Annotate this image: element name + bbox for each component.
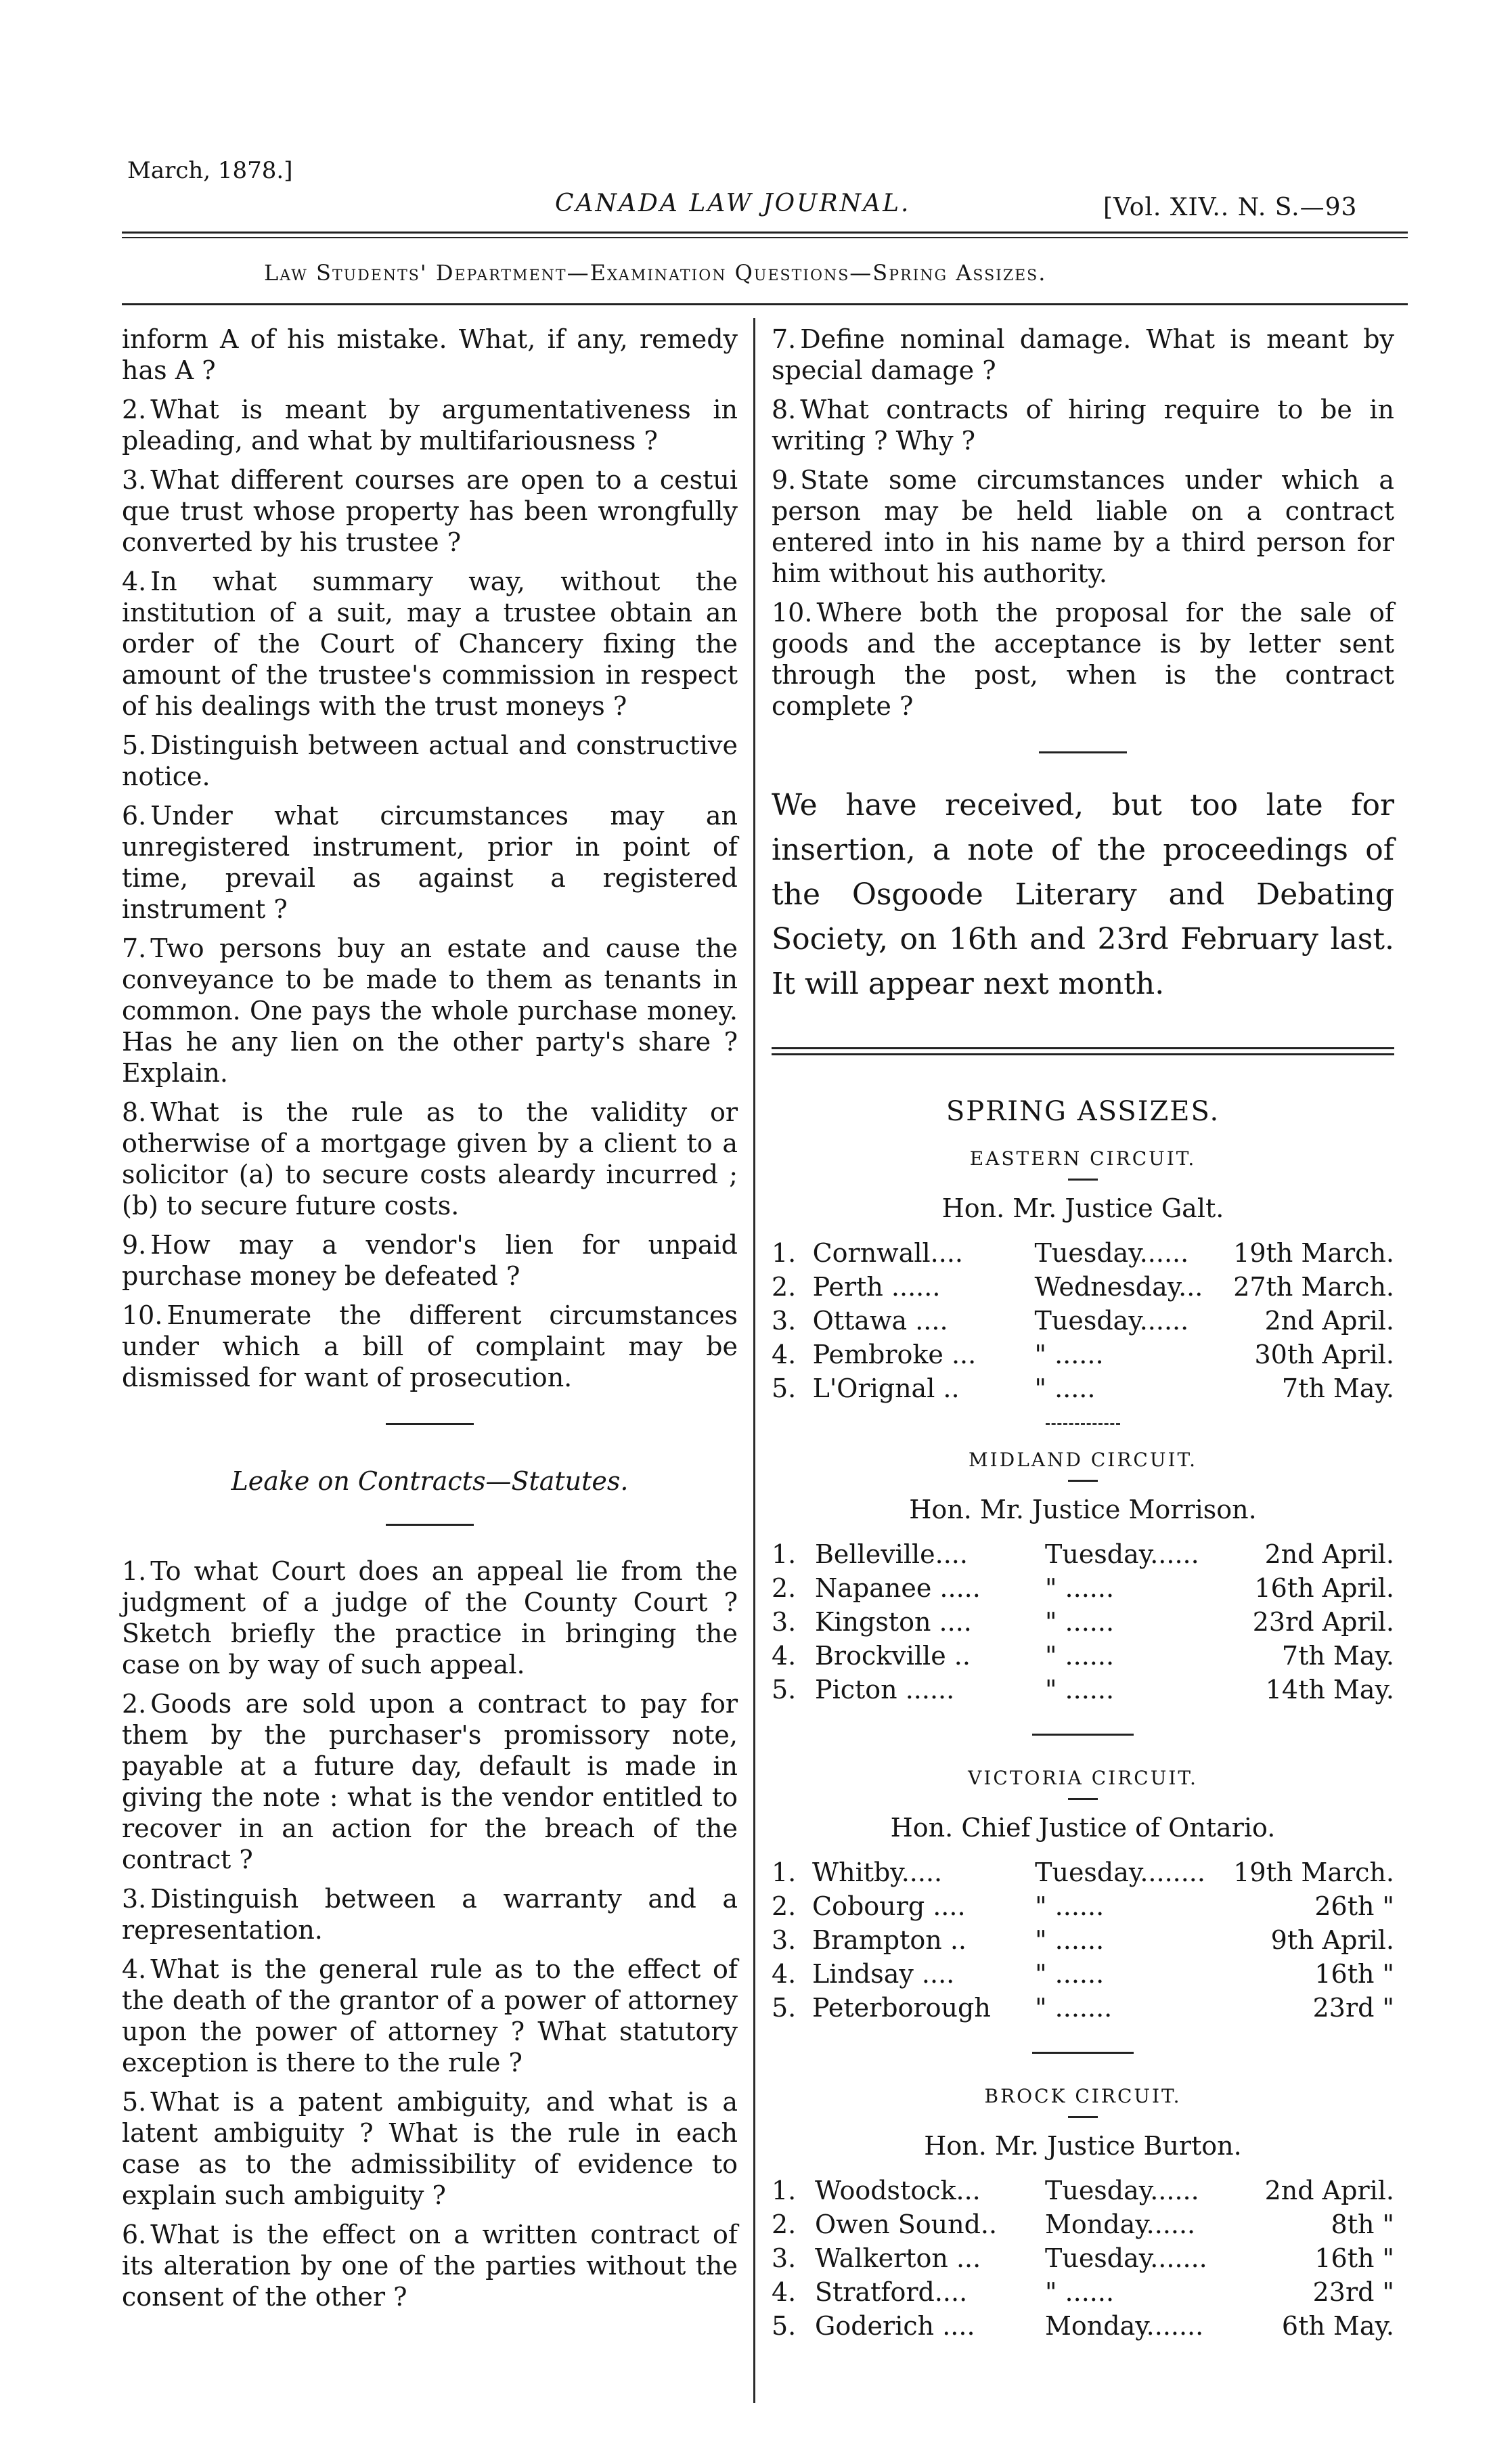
circuit-rule xyxy=(1068,2116,1098,2118)
schedule-town: Belleville.... xyxy=(815,1539,968,1569)
header-subtitle: Law Students' Department—Examination Questions—Spring Assizes. xyxy=(264,260,1047,286)
schedule-date: 26th " xyxy=(1314,1891,1394,1921)
question-text: Under what circumstances may an unregistered instrument, prior in point of time, prevail as against a registered instrument ? xyxy=(122,801,738,924)
question-number: 8. xyxy=(772,395,797,424)
schedule-row xyxy=(772,2309,1394,2343)
schedule-town: Picton ...... xyxy=(815,1675,955,1705)
schedule-row xyxy=(772,1991,1394,2025)
schedule-town: Brampton .. xyxy=(812,1925,966,1955)
circuit-separator xyxy=(1032,2052,1134,2054)
question-item xyxy=(122,566,738,722)
schedule-day: " ...... xyxy=(1045,1641,1115,1671)
schedule-number: 2. xyxy=(772,1272,797,1302)
question-text: Goods are sold upon a contract to pay for them by the purchaser's promissory note, payable at a future day, default is made in giving the note : what is the vendor entitled to recover in an action for the breach of the contract ? xyxy=(122,1689,738,1874)
schedule-town: Owen Sound.. xyxy=(815,2209,998,2239)
schedule-town: Lindsay .... xyxy=(812,1959,955,1989)
question-item xyxy=(122,1954,738,2078)
circuit-schedule xyxy=(772,1855,1394,2025)
question-number: 2. xyxy=(122,395,147,424)
schedule-town: Walkerton ... xyxy=(815,2243,981,2273)
double-rule-top xyxy=(772,1047,1394,1049)
header-journal-title: CANADA LAW JOURNAL. xyxy=(555,190,911,217)
question-text: inform A of his mistake. What, if any, remedy has A ? xyxy=(122,324,738,385)
question-text: Distinguish between a warranty and a representation. xyxy=(122,1884,738,1945)
circuit-justice: Hon. Mr. Justice Galt. xyxy=(941,1193,1224,1223)
circuit-rule xyxy=(1068,1480,1098,1482)
question-number: 10. xyxy=(772,598,813,628)
question-text: What is the effect on a written contract of its alteration by one of the parties without the consent of the other ? xyxy=(122,2220,738,2312)
question-number: 5. xyxy=(122,2087,147,2117)
circuit-schedule xyxy=(772,1537,1394,1707)
schedule-date: 16th " xyxy=(1314,1959,1394,1989)
schedule-day: " ..... xyxy=(1034,1373,1096,1403)
question-number: 9. xyxy=(122,1230,147,1260)
circuits-list xyxy=(772,1143,1394,2343)
section-rule xyxy=(386,1423,474,1425)
section-rule-2 xyxy=(386,1524,474,1526)
schedule-row xyxy=(772,1371,1394,1405)
question-text: What different courses are open to a cestui que trust whose property has been wrongfully converted by his trustee ? xyxy=(122,465,738,557)
header-volume: [Vol. XIV.. N. S.—93 xyxy=(1103,194,1358,221)
question-text: Enumerate the different circumstances under which a bill of complaint may be dismissed for want of prosecution. xyxy=(122,1300,738,1392)
question-text: State some circumstances under which a person may be held liable on a contract entered into in his name by a third person for him without his authority. xyxy=(772,465,1394,588)
schedule-date: 14th May. xyxy=(1265,1675,1394,1705)
question-text: What is the rule as to the validity or otherwise of a mortgage given by a client to a solicitor (a) to secure costs aleardy incurred ; (b) to secure future costs. xyxy=(122,1097,738,1220)
circuit-schedule xyxy=(772,2174,1394,2343)
schedule-row xyxy=(772,2241,1394,2275)
schedule-date: 2nd April. xyxy=(1264,1306,1394,1336)
question-number: 10. xyxy=(122,1300,163,1330)
schedule-day: Tuesday...... xyxy=(1034,1306,1189,1336)
question-text: In what summary way, without the institution of a suit, may a trustee obtain an order of the Court of Chancery fixing the amount of the trustee's commission in respect of his dealings with the trust moneys ? xyxy=(122,567,738,721)
schedule-day: Tuesday...... xyxy=(1045,2176,1199,2205)
schedule-town: Peterborough xyxy=(812,1993,991,2023)
question-item xyxy=(772,324,1394,386)
question-item xyxy=(772,597,1394,722)
schedule-town: Goderich .... xyxy=(815,2311,975,2341)
schedule-number: 3. xyxy=(772,1306,797,1336)
circuit-name: BROCK CIRCUIT. xyxy=(984,2085,1182,2107)
header-date: March, 1878.] xyxy=(127,157,293,184)
schedule-date: 23rd " xyxy=(1312,2277,1394,2307)
question-text: Where both the proposal for the sale of goods and the acceptance is by letter sent through the post, when is the contract complete ? xyxy=(772,598,1394,721)
schedule-number: 5. xyxy=(772,1373,797,1403)
notice-rule xyxy=(1039,751,1127,753)
question-number: 4. xyxy=(122,1954,147,1984)
question-number: 6. xyxy=(122,801,147,831)
schedule-number: 1. xyxy=(772,2176,797,2205)
question-text: What contracts of hiring require to be in writing ? Why ? xyxy=(772,395,1394,456)
schedule-date: 16th April. xyxy=(1254,1573,1394,1603)
schedule-day: " ...... xyxy=(1045,1607,1115,1637)
question-number: 3. xyxy=(122,1884,147,1914)
circuit-name: VICTORIA CIRCUIT. xyxy=(968,1767,1198,1789)
schedule-date: 16th " xyxy=(1314,2243,1394,2273)
question-item xyxy=(772,394,1394,456)
schedule-number: 3. xyxy=(772,1925,797,1955)
schedule-date: 6th May. xyxy=(1281,2311,1394,2341)
question-text: What is meant by argumentativeness in pleading, and what by multifariousness ? xyxy=(122,395,738,456)
circuit-rule xyxy=(1068,1798,1098,1800)
schedule-town: Ottawa .... xyxy=(812,1306,948,1336)
schedule-date: 19th March. xyxy=(1233,1238,1394,1268)
schedule-row xyxy=(772,1236,1394,1270)
schedule-town: Brockville .. xyxy=(815,1641,971,1671)
question-item xyxy=(122,464,738,558)
schedule-town: Cobourg .... xyxy=(812,1891,966,1921)
question-number: 5. xyxy=(122,730,147,760)
column-divider xyxy=(753,318,755,2403)
section-heading: Leake on Contracts—Statutes. xyxy=(231,1466,629,1496)
schedule-day: Monday....... xyxy=(1045,2311,1204,2341)
schedule-number: 3. xyxy=(772,2243,797,2273)
circuit-justice: Hon. Mr. Justice Burton. xyxy=(924,2131,1242,2161)
schedule-row xyxy=(772,2174,1394,2207)
schedule-number: 4. xyxy=(772,1959,797,1989)
schedule-day: Tuesday...... xyxy=(1045,1539,1199,1569)
questions-list-c xyxy=(772,324,1394,722)
schedule-town: Whitby..... xyxy=(812,1857,943,1887)
schedule-row xyxy=(772,1270,1394,1304)
schedule-row xyxy=(772,1304,1394,1338)
schedule-date: 9th April. xyxy=(1270,1925,1394,1955)
schedule-town: Stratford.... xyxy=(815,2277,968,2307)
question-text: Define nominal damage. What is meant by special damage ? xyxy=(772,324,1394,385)
schedule-date: 23rd " xyxy=(1312,1993,1394,2023)
question-text: How may a vendor's lien for unpaid purchase money be defeated ? xyxy=(122,1230,738,1291)
schedule-date: 2nd April. xyxy=(1264,1539,1394,1569)
double-rule-bottom xyxy=(772,1053,1394,1055)
schedule-day: Tuesday...... xyxy=(1034,1238,1189,1268)
left-column xyxy=(122,324,738,2321)
question-item xyxy=(122,394,738,456)
schedule-date: 2nd April. xyxy=(1264,2176,1394,2205)
question-item xyxy=(122,1229,738,1292)
schedule-date: 7th May. xyxy=(1281,1373,1394,1403)
question-item xyxy=(122,1688,738,1875)
schedule-row xyxy=(772,1957,1394,1991)
schedule-number: 3. xyxy=(772,1607,797,1637)
schedule-number: 5. xyxy=(772,1993,797,2023)
question-item xyxy=(122,800,738,925)
schedule-number: 2. xyxy=(772,1891,797,1921)
question-number: 4. xyxy=(122,567,147,596)
question-number: 8. xyxy=(122,1097,147,1127)
question-item xyxy=(122,1097,738,1221)
schedule-number: 5. xyxy=(772,2311,797,2341)
schedule-row xyxy=(772,1889,1394,1923)
question-number: 2. xyxy=(122,1689,147,1719)
questions-list-b xyxy=(122,1556,738,2312)
schedule-day: Tuesday....... xyxy=(1045,2243,1207,2273)
schedule-day: Tuesday........ xyxy=(1035,1857,1205,1887)
question-number: 7. xyxy=(122,933,147,963)
schedule-number: 4. xyxy=(772,1641,797,1671)
schedule-row xyxy=(772,1855,1394,1889)
circuit-separator xyxy=(1032,1734,1134,1736)
question-item xyxy=(122,2219,738,2312)
schedule-day: " ...... xyxy=(1035,1891,1105,1921)
question-item xyxy=(122,933,738,1088)
schedule-number: 2. xyxy=(772,2209,797,2239)
schedule-number: 1. xyxy=(772,1539,797,1569)
question-item xyxy=(122,324,738,386)
schedule-row xyxy=(772,1338,1394,1371)
schedule-row xyxy=(772,1605,1394,1639)
schedule-town: Kingston .... xyxy=(815,1607,972,1637)
schedule-day: " ...... xyxy=(1045,1675,1115,1705)
schedule-number: 1. xyxy=(772,1238,797,1268)
schedule-date: 30th April. xyxy=(1254,1340,1394,1369)
question-number: 7. xyxy=(772,324,797,354)
question-number: 3. xyxy=(122,465,147,495)
assizes-title: SPRING ASSIZES. xyxy=(946,1096,1220,1127)
question-item xyxy=(772,464,1394,589)
question-item xyxy=(122,730,738,792)
schedule-day: Wednesday... xyxy=(1034,1272,1203,1302)
circuit-name: MIDLAND CIRCUIT. xyxy=(969,1449,1197,1471)
question-text: Two persons buy an estate and cause the conveyance to be made to them as tenants in common. One pays the whole purchase money. Has he any lien on the other party's share ? Explain. xyxy=(122,933,738,1088)
schedule-day: " ....... xyxy=(1035,1993,1113,2023)
schedule-town: Napanee ..... xyxy=(815,1573,981,1603)
schedule-row xyxy=(772,1537,1394,1571)
circuit-schedule xyxy=(772,1236,1394,1405)
schedule-row xyxy=(772,2275,1394,2309)
header-rule-top xyxy=(122,232,1408,234)
questions-list-a xyxy=(122,324,738,1393)
society-notice: We have received, but too late for insertion, a note of the proceedings of the Osgoode Literary and Debating Society, on 16th and 23rd February last. It will appear next month. xyxy=(772,788,1394,1001)
schedule-row xyxy=(772,1923,1394,1957)
schedule-town: Cornwall.... xyxy=(812,1238,963,1268)
schedule-number: 4. xyxy=(772,1340,797,1369)
schedule-number: 1. xyxy=(772,1857,797,1887)
schedule-row xyxy=(772,2207,1394,2241)
schedule-day: Monday...... xyxy=(1045,2209,1196,2239)
schedule-date: 19th March. xyxy=(1233,1857,1394,1887)
question-text: What is a patent ambiguity, and what is a latent ambiguity ? What is the rule in each case as to the admissibility of evidence to explain such ambiguity ? xyxy=(122,2087,738,2210)
schedule-date: 27th March. xyxy=(1233,1272,1394,1302)
schedule-row xyxy=(772,1639,1394,1673)
question-item xyxy=(122,1883,738,1945)
circuit-justice: Hon. Chief Justice of Ontario. xyxy=(890,1813,1276,1843)
schedule-date: 7th May. xyxy=(1281,1641,1394,1671)
schedule-number: 2. xyxy=(772,1573,797,1603)
schedule-number: 5. xyxy=(772,1675,797,1705)
schedule-row xyxy=(772,1571,1394,1605)
schedule-day: " ...... xyxy=(1045,1573,1115,1603)
header-rule-top-2 xyxy=(122,237,1408,238)
schedule-town: Perth ...... xyxy=(812,1272,941,1302)
question-item xyxy=(122,2086,738,2211)
schedule-town: Woodstock... xyxy=(815,2176,981,2205)
schedule-row xyxy=(772,1673,1394,1707)
circuit-separator xyxy=(1046,1423,1120,1427)
schedule-date: 8th " xyxy=(1331,2209,1394,2239)
header-rule-bottom xyxy=(122,303,1408,305)
schedule-day: " ...... xyxy=(1045,2277,1115,2307)
schedule-day: " ...... xyxy=(1035,1925,1105,1955)
question-number: 6. xyxy=(122,2220,147,2249)
question-text: Distinguish between actual and constructive notice. xyxy=(122,730,738,791)
schedule-day: " ...... xyxy=(1034,1340,1104,1369)
right-column xyxy=(772,324,1394,2343)
question-item xyxy=(122,1300,738,1393)
question-number: 1. xyxy=(122,1556,147,1586)
schedule-town: Pembroke ... xyxy=(812,1340,977,1369)
schedule-day: " ...... xyxy=(1035,1959,1105,1989)
circuit-rule xyxy=(1068,1179,1098,1181)
circuit-name: EASTERN CIRCUIT. xyxy=(969,1147,1197,1170)
question-number: 9. xyxy=(772,465,797,495)
question-item xyxy=(122,1556,738,1680)
schedule-town: L'Orignal .. xyxy=(812,1373,960,1403)
schedule-number: 4. xyxy=(772,2277,797,2307)
circuit-justice: Hon. Mr. Justice Morrison. xyxy=(909,1495,1257,1524)
question-text: To what Court does an appeal lie from the judgment of a judge of the County Court ? Sketch briefly the practice in bringing the case on by way of such appeal. xyxy=(122,1556,738,1679)
schedule-date: 23rd April. xyxy=(1252,1607,1394,1637)
question-text: What is the general rule as to the effect of the death of the grantor of a power of attorney upon the power of attorney ? What statutory exception is there to the rule ? xyxy=(122,1954,738,2077)
